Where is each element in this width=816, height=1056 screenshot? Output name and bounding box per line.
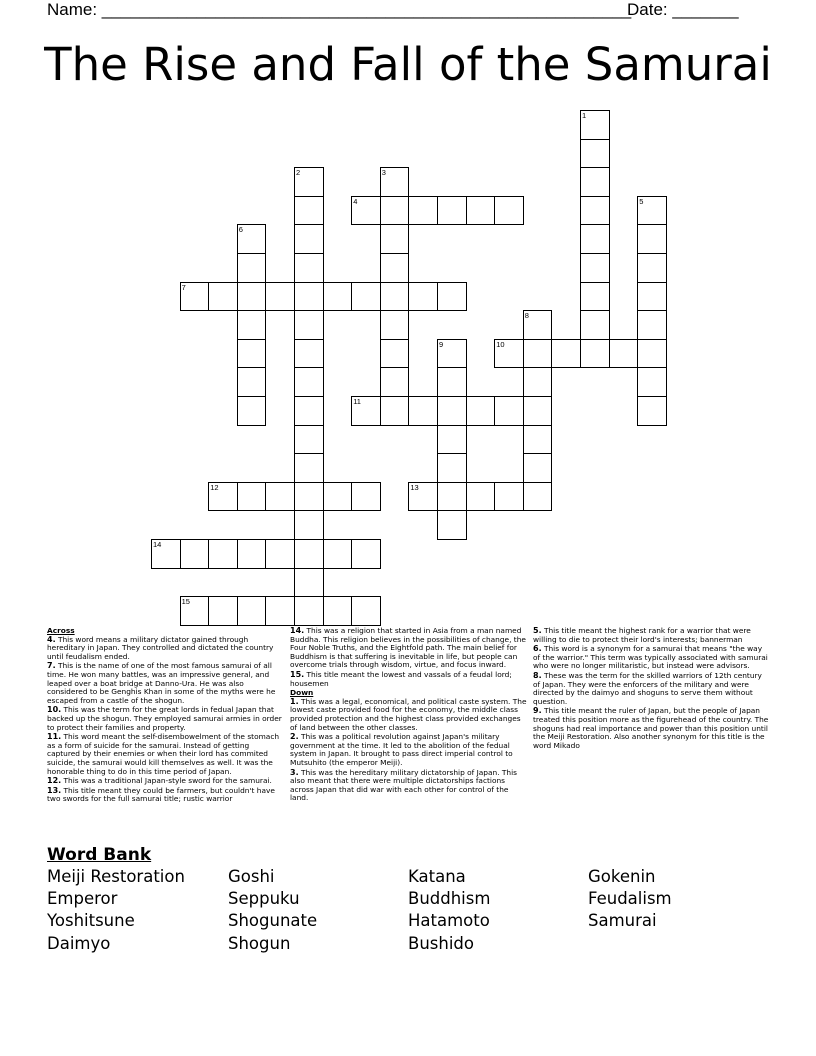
grid-cell[interactable] — [208, 539, 238, 569]
clue-number: 2. — [290, 732, 299, 742]
word-bank-item: Feudalism — [588, 889, 672, 908]
clue-number: 11. — [47, 732, 62, 742]
clue-text: This was the term for the great lords in fedual Japan that backed up the shogun. They employed samurai armies in order to protect their families and property. — [47, 705, 282, 732]
grid-cell[interactable] — [351, 539, 381, 569]
word-bank-item: Buddhism — [408, 889, 491, 908]
grid-cell[interactable] — [323, 282, 353, 312]
grid-cell[interactable] — [294, 482, 324, 512]
clue-text: This title meant they could be farmers, but couldn't have two swords for the full samurai title; rustic warrior — [47, 785, 275, 804]
grid-cell[interactable] — [208, 282, 238, 312]
grid-cell[interactable] — [380, 196, 410, 226]
clue-number: 14. — [290, 626, 305, 635]
word-bank-item: Shogunate — [228, 911, 318, 930]
clue-number: 9 — [439, 339, 444, 349]
grid-cell[interactable] — [523, 310, 553, 340]
grid-cell[interactable] — [580, 224, 610, 254]
clue-text: This was the hereditary military dictatorship of Japan. This also meant that there were multiple dictatorships factions across Japan that did war with each other for control of the land. — [290, 767, 518, 803]
grid-cell[interactable] — [637, 253, 667, 283]
clue-across-item — [47, 636, 284, 662]
clue-number: 3. — [290, 767, 299, 777]
grid-cell[interactable] — [294, 224, 324, 254]
grid-cell[interactable] — [437, 425, 467, 455]
word-bank-item: Yoshitsune — [47, 911, 135, 930]
grid-cell[interactable] — [637, 282, 667, 312]
across-heading: Across — [47, 626, 75, 635]
clue-number: 5 — [639, 196, 644, 206]
clue-down-item — [290, 733, 527, 767]
grid-cell[interactable] — [466, 482, 496, 512]
clue-number: 8. — [533, 670, 542, 680]
grid-cell[interactable] — [523, 367, 553, 397]
grid-cell[interactable] — [265, 539, 295, 569]
grid-cell[interactable] — [237, 310, 267, 340]
grid-cell[interactable] — [380, 282, 410, 312]
clue-down-item — [533, 672, 771, 706]
grid-cell[interactable] — [208, 482, 238, 512]
clue-text: This was a political revolution against Japan's military government at the time. It led to the abolition of the fedual system in Japan. It brought to pass direct imperial control to Mutsuhito (the emperor Meiji). — [290, 732, 513, 767]
grid-cell[interactable] — [351, 282, 381, 312]
word-bank-item: Seppuku — [228, 889, 300, 908]
grid-cell[interactable] — [637, 310, 667, 340]
grid-cell[interactable] — [437, 339, 467, 369]
grid-cell[interactable] — [580, 139, 610, 169]
grid-cell[interactable] — [637, 367, 667, 397]
grid-cell[interactable] — [580, 310, 610, 340]
grid-cell[interactable] — [237, 396, 267, 426]
clue-number: 12. — [47, 776, 62, 786]
clue-number: 11 — [353, 397, 361, 406]
grid-cell[interactable] — [151, 539, 181, 569]
grid-cell[interactable] — [523, 482, 553, 512]
grid-cell[interactable] — [294, 167, 324, 197]
grid-cell[interactable] — [323, 482, 353, 512]
grid-cell[interactable] — [208, 596, 238, 626]
clue-number: 6 — [238, 225, 243, 235]
clues-column-1 — [47, 627, 284, 805]
word-bank-item: Daimyo — [47, 934, 111, 953]
grid-cell[interactable] — [237, 596, 267, 626]
clue-down-item — [533, 707, 771, 750]
grid-cell[interactable] — [265, 596, 295, 626]
grid-cell[interactable] — [408, 482, 438, 512]
word-bank-item: Meiji Restoration — [47, 867, 185, 886]
grid-cell[interactable] — [580, 196, 610, 226]
grid-cell[interactable] — [180, 282, 210, 312]
grid-cell[interactable] — [294, 596, 324, 626]
grid-cell[interactable] — [180, 539, 210, 569]
clues-column-3 — [533, 627, 771, 751]
grid-cell[interactable] — [351, 196, 381, 226]
grid-cell[interactable] — [637, 224, 667, 254]
grid-cell[interactable] — [437, 453, 467, 483]
word-bank-item: Emperor — [47, 889, 118, 908]
clue-number: 12 — [210, 482, 219, 492]
grid-cell[interactable] — [380, 339, 410, 369]
clue-number: 14 — [153, 540, 162, 549]
grid-cell[interactable] — [294, 253, 324, 283]
grid-cell[interactable] — [265, 482, 295, 512]
grid-cell[interactable] — [180, 596, 210, 626]
grid-cell[interactable] — [294, 310, 324, 340]
grid-cell[interactable] — [637, 339, 667, 369]
clues-column-2 — [290, 627, 527, 804]
grid-cell[interactable] — [237, 253, 267, 283]
clue-number: 2 — [296, 168, 301, 178]
grid-cell[interactable] — [466, 396, 496, 426]
grid-cell[interactable] — [265, 282, 295, 312]
grid-cell[interactable] — [437, 482, 467, 512]
grid-cell[interactable] — [437, 196, 467, 226]
clue-number: 3 — [381, 168, 386, 178]
grid-cell[interactable] — [523, 453, 553, 483]
clue-across-item — [47, 777, 284, 786]
grid-cell[interactable] — [351, 596, 381, 626]
word-bank-item: Hatamoto — [408, 911, 490, 930]
page-title: The Rise and Fall of the Samurai — [44, 38, 772, 91]
grid-cell[interactable] — [408, 396, 438, 426]
clue-across-item — [47, 662, 284, 705]
clue-text: This was a traditional Japan-style sword for the samurai. — [63, 776, 272, 786]
grid-cell[interactable] — [294, 339, 324, 369]
clue-across-item — [290, 627, 527, 670]
clue-number: 1 — [582, 111, 587, 120]
down-heading: Down — [290, 688, 314, 698]
grid-cell[interactable] — [294, 282, 324, 312]
date-field[interactable]: Date: _______ — [627, 0, 739, 19]
clue-number: 10 — [496, 339, 505, 349]
clue-number: 15 — [181, 597, 190, 607]
name-field[interactable]: Name: ________________________________________________________ — [47, 0, 632, 19]
clue-text: This is the name of one of the most famous samurai of all time. He won many battles, was an impressive general, and leaped over a boat bridge at Danno-Ura. He was also considered to be Genghis Khan in some of the myths were he escaped from a castle of the shogun. — [47, 661, 276, 705]
clue-across-item — [47, 787, 284, 804]
grid-cell[interactable] — [609, 339, 639, 369]
grid-cell[interactable] — [580, 110, 610, 140]
grid-cell[interactable] — [294, 396, 324, 426]
word-bank-title: Word Bank — [47, 845, 152, 865]
grid-cell[interactable] — [294, 510, 324, 540]
grid-cell[interactable] — [637, 196, 667, 226]
grid-cell[interactable] — [408, 196, 438, 226]
clue-text: This title meant the lowest and vassals of a feudal lord; housemen — [290, 669, 512, 688]
grid-cell[interactable] — [294, 196, 324, 226]
clue-number: 9. — [533, 706, 542, 716]
grid-cell[interactable] — [380, 367, 410, 397]
word-bank-item: Katana — [408, 867, 466, 886]
grid-cell[interactable] — [351, 396, 381, 426]
grid-cell[interactable] — [294, 568, 324, 598]
grid-cell[interactable] — [380, 253, 410, 283]
grid-cell[interactable] — [237, 367, 267, 397]
clue-text: This title meant the ruler of Japan, but the people of Japan treated this position more as the figurehead of the country. The shoguns had real importance and power than this position until the Meiji Restoration. Also another synonym for this title is the word Mikado — [533, 706, 769, 750]
clue-number: 7 — [181, 282, 186, 292]
clue-number: 4 — [353, 196, 358, 206]
grid-cell[interactable] — [380, 396, 410, 426]
grid-cell[interactable] — [551, 339, 581, 369]
grid-cell[interactable] — [237, 282, 267, 312]
grid-cell[interactable] — [437, 367, 467, 397]
grid-cell[interactable] — [580, 167, 610, 197]
grid-cell[interactable] — [466, 196, 496, 226]
grid-cell[interactable] — [323, 539, 353, 569]
clue-number: 13 — [410, 482, 419, 492]
grid-cell[interactable] — [237, 339, 267, 369]
grid-cell[interactable] — [437, 510, 467, 540]
clue-number: 10. — [47, 705, 62, 715]
word-bank-item: Shogun — [228, 934, 291, 953]
word-bank-item: Gokenin — [588, 867, 656, 886]
grid-cell[interactable] — [294, 367, 324, 397]
clue-number: 13. — [47, 785, 62, 795]
grid-cell[interactable] — [380, 224, 410, 254]
grid-cell[interactable] — [494, 339, 524, 369]
grid-cell[interactable] — [380, 310, 410, 340]
clue-across-item — [290, 671, 527, 688]
grid-cell[interactable] — [237, 224, 267, 254]
grid-cell[interactable] — [580, 253, 610, 283]
clue-down-item — [290, 769, 527, 803]
clue-number: 6. — [533, 644, 542, 654]
clue-down-item — [533, 645, 771, 671]
word-bank-item: Bushido — [408, 934, 474, 953]
grid-cell[interactable] — [323, 596, 353, 626]
grid-cell[interactable] — [437, 282, 467, 312]
grid-cell[interactable] — [494, 396, 524, 426]
clue-number: 1. — [290, 696, 299, 706]
grid-cell[interactable] — [237, 539, 267, 569]
grid-cell[interactable] — [380, 167, 410, 197]
clue-text: This word means a military dictator gained through hereditary in Japan. They controlled and dictated the country until feudalism ended. — [47, 634, 274, 661]
grid-cell[interactable] — [494, 196, 524, 226]
grid-cell[interactable] — [294, 453, 324, 483]
word-bank-item: Samurai — [588, 911, 657, 930]
grid-cell[interactable] — [523, 425, 553, 455]
clue-number: 15. — [290, 669, 305, 679]
clue-number: 5. — [533, 626, 542, 635]
clue-text: These was the term for the skilled warriors of 12th century of Japan. They were the enforcers of the military and were directed by the daimyo and shoguns to serve them without question. — [533, 670, 762, 706]
grid-cell[interactable] — [494, 482, 524, 512]
grid-cell[interactable] — [523, 339, 553, 369]
grid-cell[interactable] — [237, 482, 267, 512]
clue-number: 4. — [47, 634, 56, 644]
word-bank-item: Goshi — [228, 867, 275, 886]
grid-cell[interactable] — [580, 339, 610, 369]
clue-text: This word is a synonym for a samurai that means "the way of the warrior." This term was typically associated with samurai who were no longer militaristic, but instead were advisors. — [533, 644, 768, 671]
clue-across-item — [47, 733, 284, 776]
clue-down-item — [533, 627, 771, 644]
clue-text: This title meant the highest rank for a warrior that were willing to die to protect their lord's interests; bannerman — [533, 626, 751, 644]
clue-text: This word meant the self-disembowelment of the stomach as a form of suicide for the samurai. Instead of getting captured by their enemies or when their lord has commited suicide, the samurai would kill themselves as well. It was the honorable thing to do in this time period of Japan. — [47, 732, 280, 776]
grid-cell[interactable] — [294, 539, 324, 569]
grid-cell[interactable] — [580, 282, 610, 312]
clue-across-item — [47, 706, 284, 732]
grid-cell[interactable] — [637, 396, 667, 426]
clue-text: This was a religion that started in Asia from a man named Buddha. This religion believes in the possibilities of change, the Four Noble Truths, and the Eightfold path. The main belief for Buddhism is that suffering is inevitable in life, but people can overcome trials through wisdom, virtue, and focus inward. — [290, 626, 526, 670]
grid-cell[interactable] — [408, 282, 438, 312]
clue-down-item — [290, 698, 527, 732]
grid-cell[interactable] — [294, 425, 324, 455]
clue-number: 7. — [47, 661, 56, 671]
clue-text: This was a legal, economical, and political caste system. The lowest caste provided food for the economy, the middle class provided protection and the highest class provided exchanges of land between the other classes. — [290, 696, 527, 732]
grid-cell[interactable] — [351, 482, 381, 512]
clue-number: 8 — [524, 311, 529, 321]
grid-cell[interactable] — [523, 396, 553, 426]
grid-cell[interactable] — [437, 396, 467, 426]
